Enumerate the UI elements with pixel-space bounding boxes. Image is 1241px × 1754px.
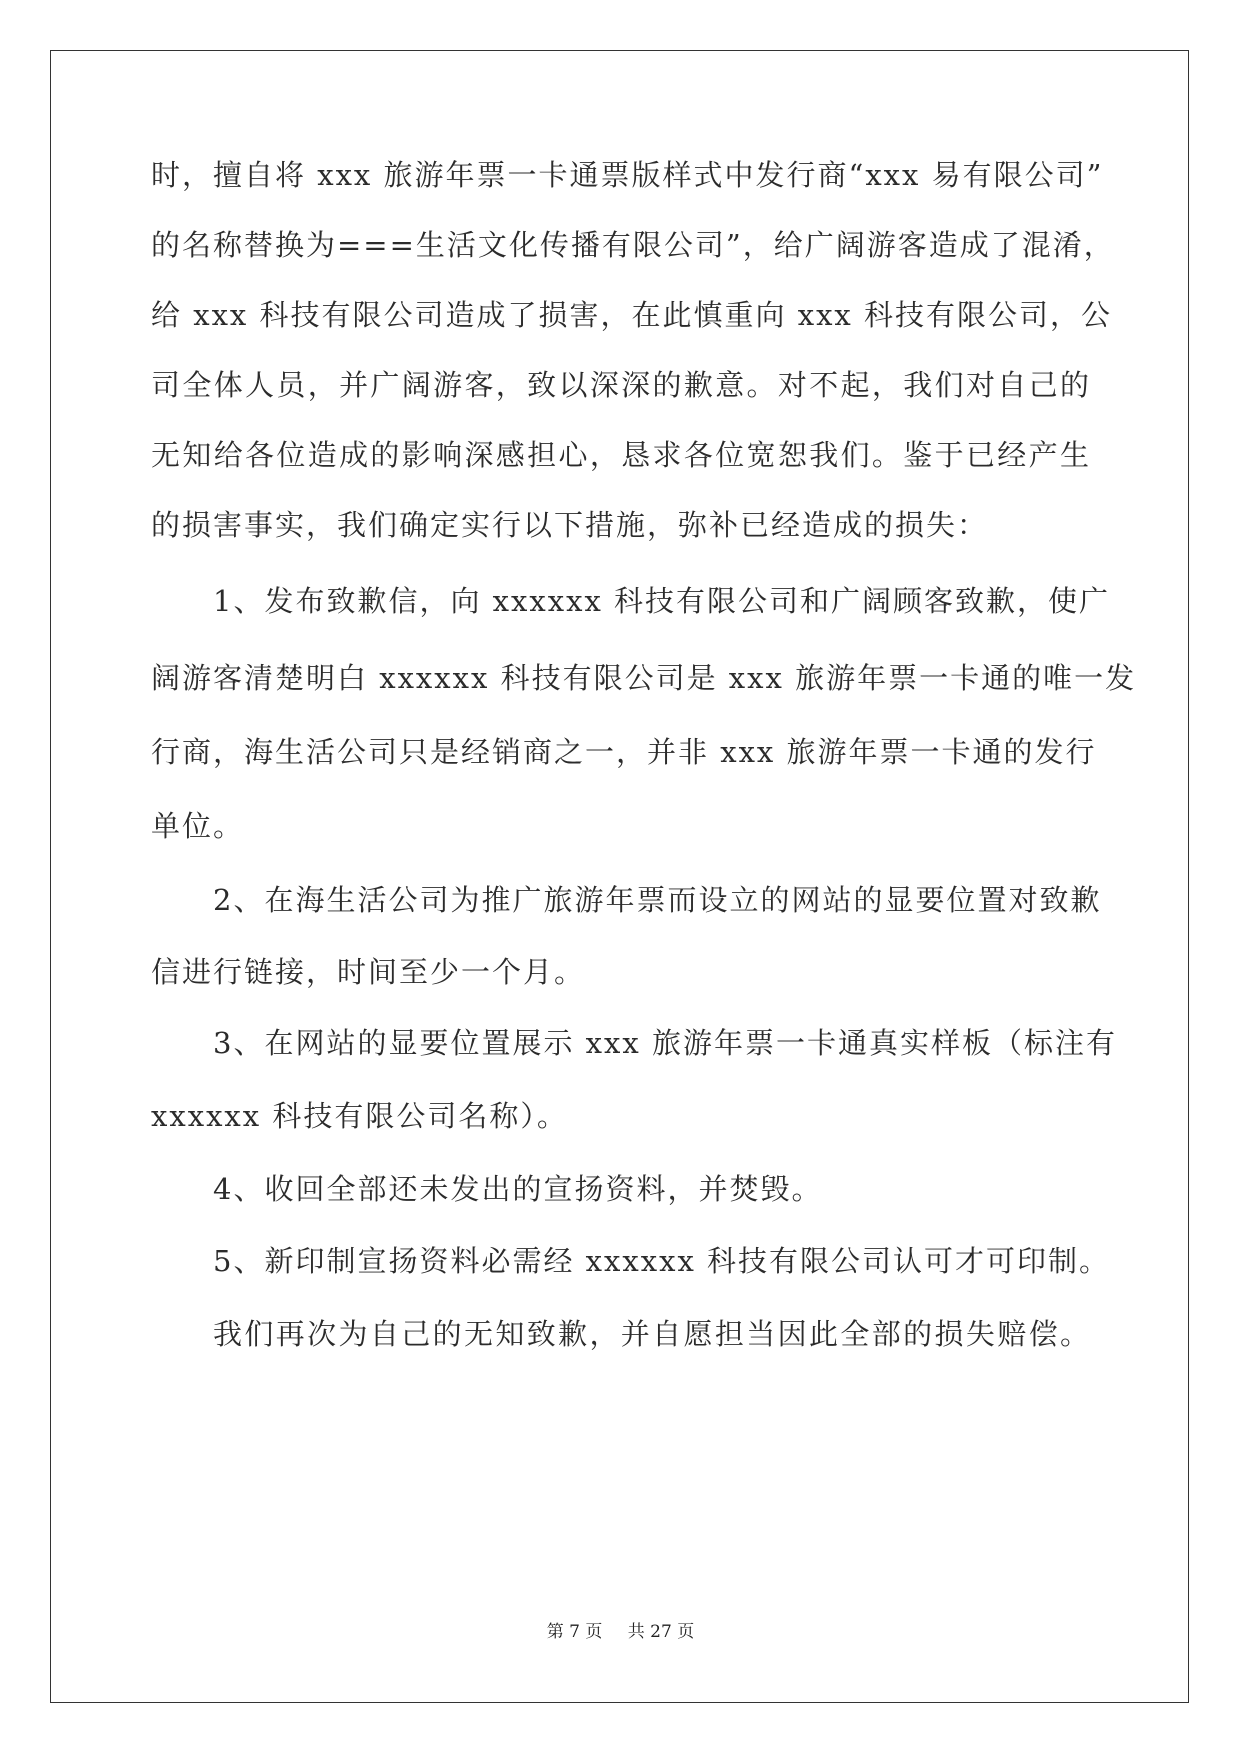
closing-line: 我们再次为自己的无知致歉，并自愿担当因此全部的损失赔偿。: [213, 1317, 1091, 1351]
body-line: 司全体人员，并广阔游客，致以深深的歉意。对不起，我们对自己的: [151, 368, 1091, 402]
body-line: 给 xxx 科技有限公司造成了损害，在此慎重向 xxx 科技有限公司，公: [151, 298, 1113, 332]
body-line: 的损害事实，我们确定实行以下措施，弥补已经造成的损失：: [151, 508, 989, 542]
list-item-4-line: 4、收回全部还未发出的宣扬资料，并焚毁。: [213, 1172, 823, 1206]
body-line: 信进行链接，时间至少一个月。: [151, 955, 586, 989]
list-item-3-line: 3、在网站的显要位置展示 xxx 旅游年票一卡通真实样板（标注有: [213, 1026, 1117, 1060]
body-line: xxxxxx 科技有限公司名称）。: [151, 1099, 568, 1133]
body-line: 行商，海生活公司只是经销商之一，并非 xxx 旅游年票一卡通的发行: [151, 735, 1097, 769]
body-line: 单位。: [151, 809, 245, 843]
list-item-5-line: 5、新印制宣扬资料必需经 xxxxxx 科技有限公司认可才可印制。: [213, 1244, 1111, 1278]
page-number: 第 7 页: [546, 1622, 603, 1642]
page-total: 共 27 页: [627, 1622, 695, 1642]
body-line: 无知给各位造成的影响深感担心，恳求各位宽恕我们。鉴于已经产生: [151, 438, 1091, 472]
page-footer: [0, 1620, 1241, 1644]
list-item-2-line: 2、在海生活公司为推广旅游年票而设立的网站的显要位置对致歉: [213, 883, 1102, 917]
body-line: 时，擅自将 xxx 旅游年票一卡通票版样式中发行商“xxx 易有限公司”: [151, 158, 1104, 192]
list-item-1-line: 1、发布致歉信，向 xxxxxx 科技有限公司和广阔顾客致歉，使广: [213, 584, 1111, 618]
body-line: 的名称替换为===生活文化传播有限公司”，给广阔游客造成了混淆，: [151, 228, 1115, 262]
body-line: 阔游客清楚明白 xxxxxx 科技有限公司是 xxx 旅游年票一卡通的唯一发: [151, 661, 1137, 695]
